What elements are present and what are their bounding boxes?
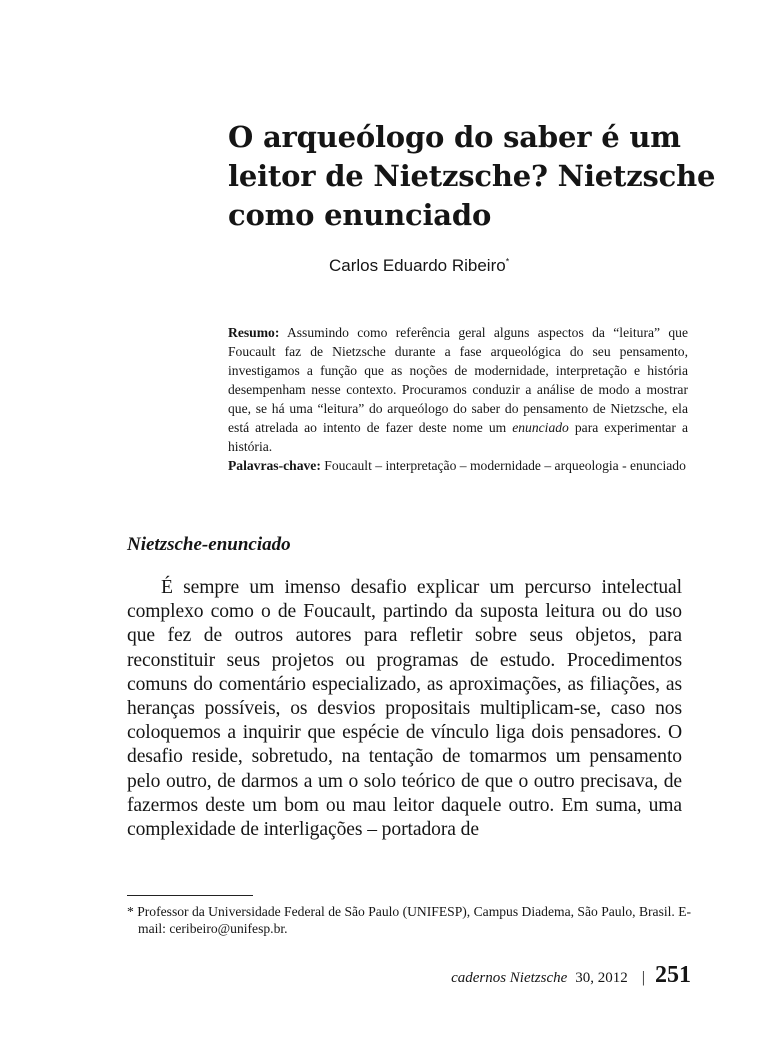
keywords-paragraph	[228, 456, 688, 475]
keywords-text: Foucault – interpretação – modernidade – arqueologia - enunciado	[324, 458, 686, 473]
page-number: 251	[655, 962, 691, 988]
footnote	[127, 903, 693, 937]
title-line: leitor de Nietzsche? Nietzsche	[228, 159, 716, 193]
title-line: como enunciado	[228, 198, 492, 232]
footnote-text: Professor da Universidade Federal de São Paulo (UNIFESP), Campus Diadema, São Paulo, Brasil. E-mail: ceribeiro@unifesp.br.	[137, 904, 692, 936]
abstract-label: Resumo:	[228, 325, 280, 340]
abstract-paragraph	[228, 323, 688, 456]
footer-separator: |	[641, 969, 645, 986]
keywords-label: Palavras-chave:	[228, 458, 321, 473]
author-line	[329, 256, 509, 276]
author-name: Carlos Eduardo Ribeiro	[329, 256, 506, 275]
footnote-rule	[127, 895, 253, 896]
abstract-text-end: para experimentar a história.	[228, 420, 688, 454]
title-line: O arqueólogo do saber é um	[228, 120, 681, 154]
journal-name: cadernos Nietzsche	[451, 970, 568, 986]
journal-issue: 30, 2012	[575, 970, 628, 986]
footnote-marker: *	[127, 904, 134, 919]
page-footer	[451, 962, 691, 989]
author-footnote-marker: *	[505, 256, 510, 267]
body-paragraph: É sempre um imenso desafio explicar um percurso intelectual complexo como o de Foucault, partindo da suposta leitura ou do uso que fez de outros autores para refletir sobre seus objetos, para reconstituir seus projetos ou programas de estudo. Procedimentos comuns do comentário especializado, as aproximações, as filiações, as heranças possíveis, os desvios propositais multiplicam-se, caso nos coloquemos a inquirir que espécie de vínculo liga dois pensadores. O desafio reside, sobretudo, na tentação de tomarmos um pensamento pelo outro, de darmos a um o solo teórico de que o outro precisava, de fazermos deste um bom ou mau leitor daquele outro. Em suma, uma complexidade de interligações – portadora de	[127, 577, 682, 841]
article-title	[228, 118, 716, 235]
abstract-text: Assumindo como referência geral alguns aspectos da “leitura” que Foucault faz de Nietzsche durante a fase arqueológica do seu pensamento, investigamos a função que as noções de modernidade, interpretação e história desempenham nesse contexto. Procuramos conduzir a análise de modo a mostrar que, se há uma “leitura” do arqueólogo do saber do pensamento de Nietzsche, ela está atrelada ao intento de fazer deste nome um	[228, 325, 688, 435]
abstract-emphasis: enunciado	[512, 420, 569, 435]
section-heading: Nietzsche-enunciado	[127, 534, 291, 555]
abstract-block	[228, 323, 688, 475]
